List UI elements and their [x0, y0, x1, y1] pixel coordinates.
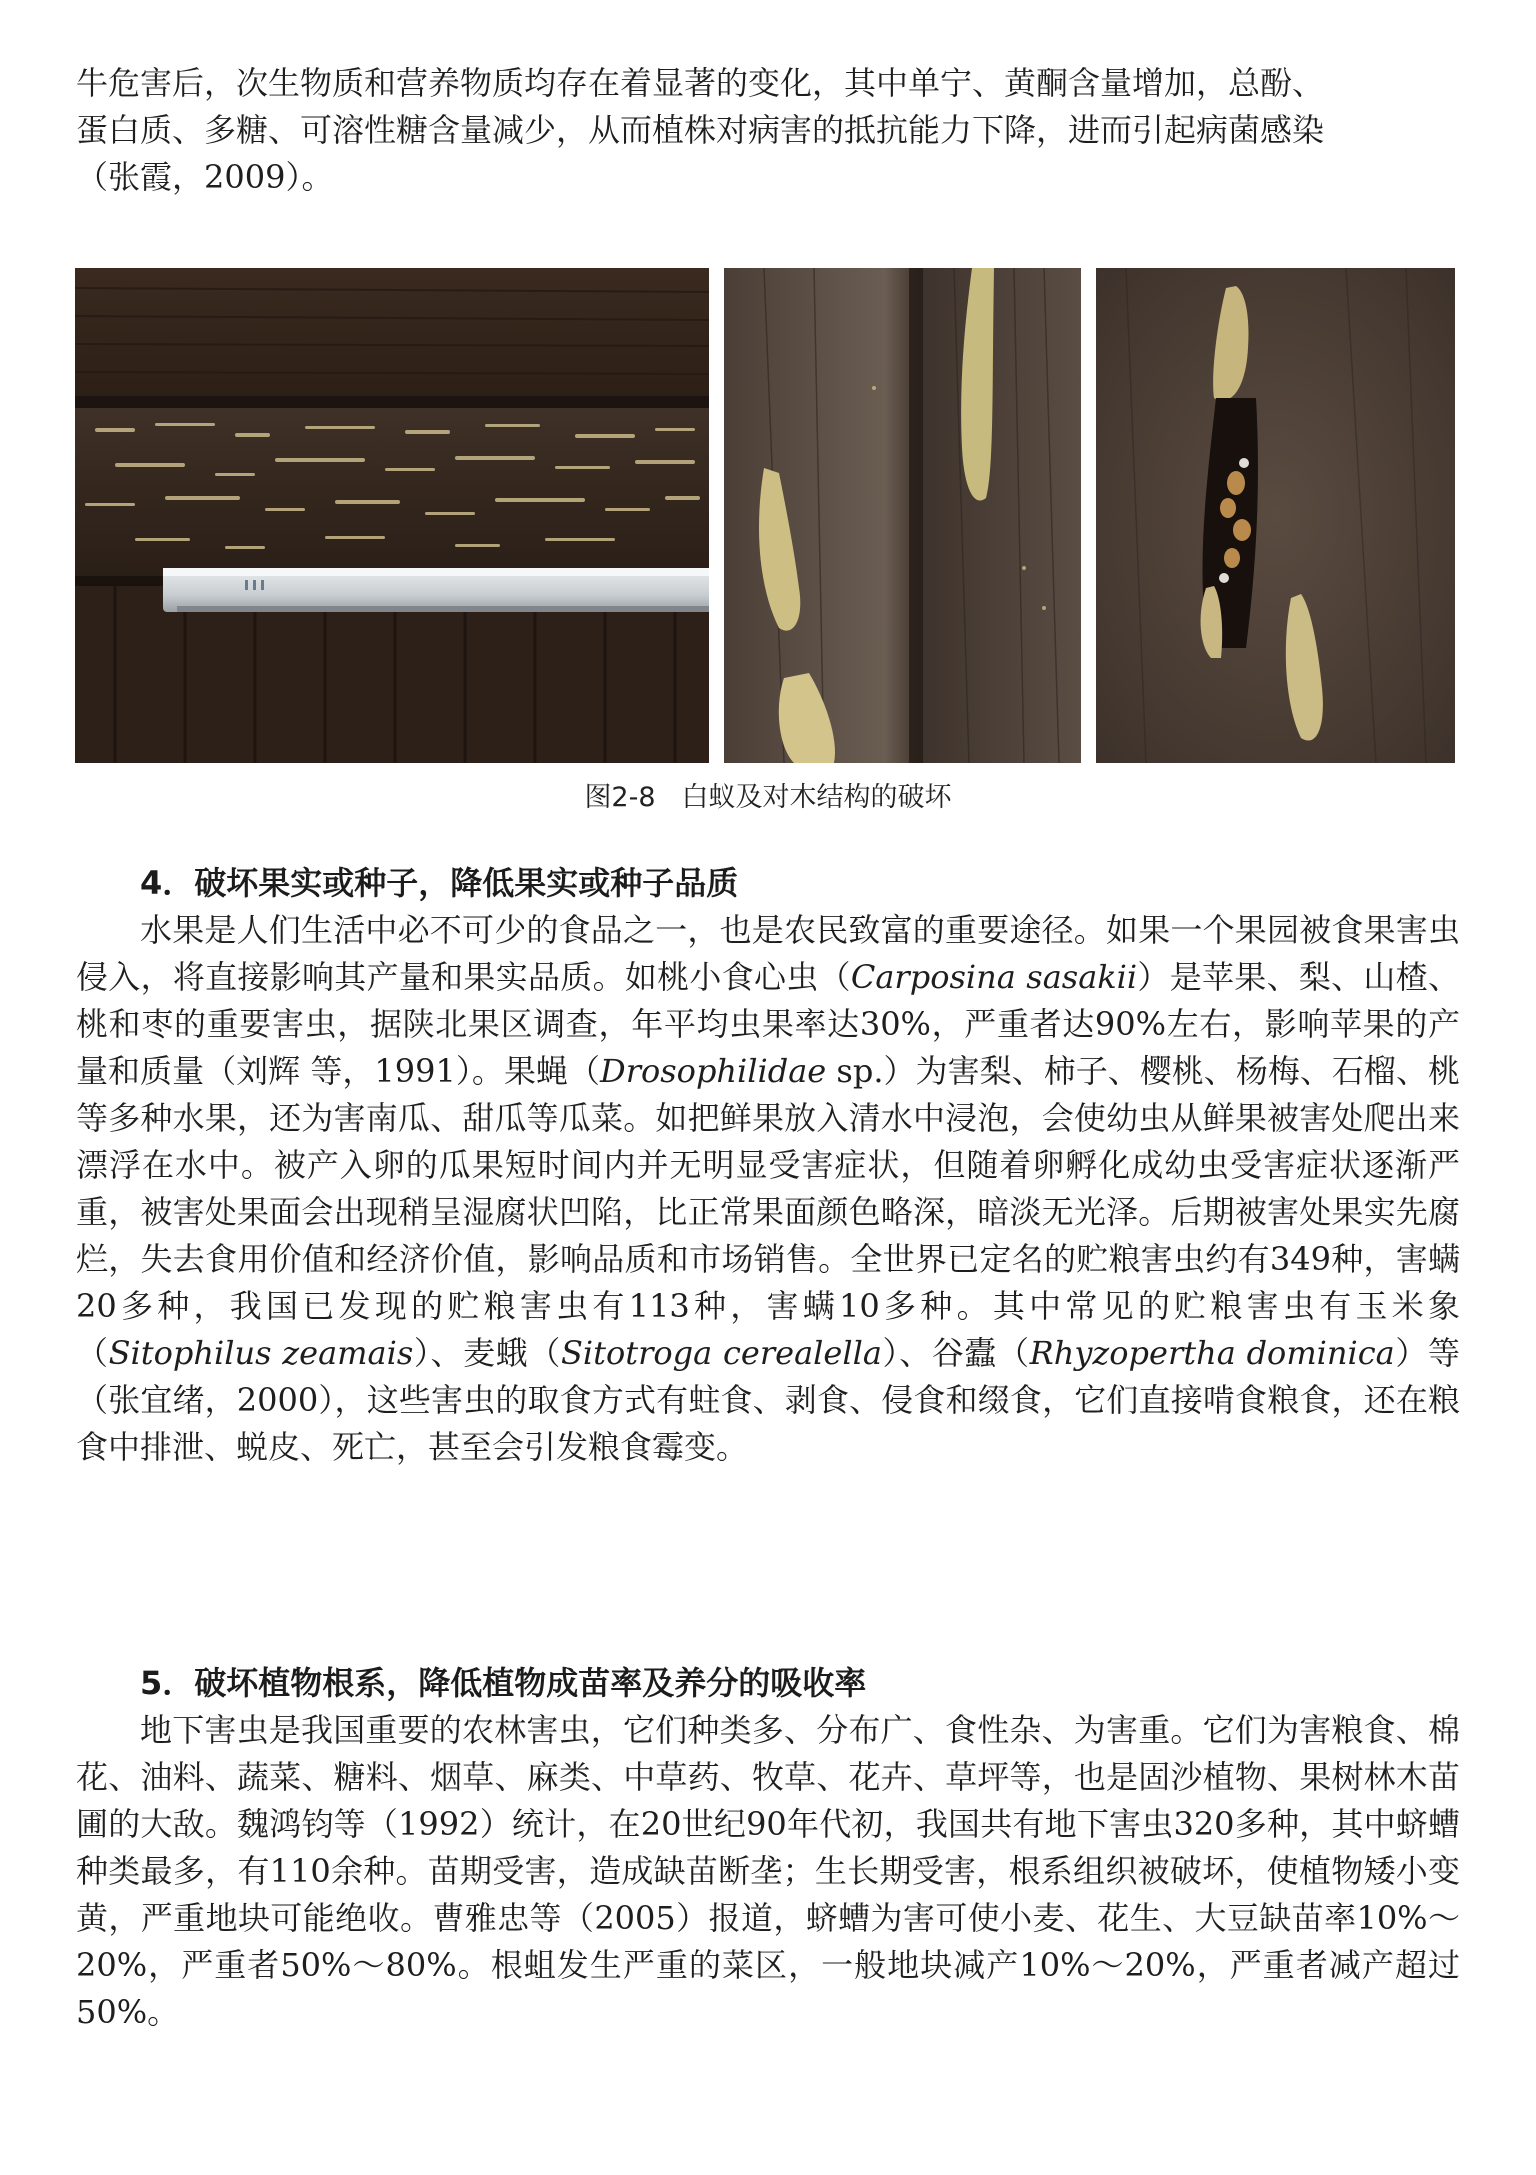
text-line: （张霞，2009）。	[76, 158, 334, 196]
section-heading-4: 4．破坏果实或种子，降低果实或种子品质	[140, 864, 739, 902]
text-run: ）、谷蠹（	[881, 1334, 1030, 1372]
termite-mud-tubes-photo	[724, 268, 1081, 763]
text-run: ）、麦蛾（	[413, 1334, 561, 1372]
species-name: Sitotroga cerealella	[560, 1334, 882, 1372]
text-line: 蛋白质、多糖、可溶性糖含量减少，从而植株对病害的抵抗能力下降，进而引起病菌感染	[76, 111, 1325, 149]
paragraph-fruit-pests	[76, 907, 1460, 1471]
paragraph-continued	[76, 60, 1460, 201]
species-name: Rhyzopertha dominica	[1029, 1334, 1395, 1372]
paragraph-soil-pests: 地下害虫是我国重要的农林害虫，它们种类多、分布广、食性杂、为害重。它们为害粮食、棉花、油料、蔬菜、糖料、烟草、麻类、中草药、牧草、花卉、草坪等，也是固沙植物、果树林木苗圃的大敌。魏鸿钧等（1992）统计，在20世纪90年代初，我国共有地下害虫320多种，其中蛴螬种类最多，有110余种。苗期受害，造成缺苗断垄；生长期受害，根系组织被破坏，使植物矮小变黄，严重地块可能绝收。曹雅忠等（2005）报道，蛴螬为害可使小麦、花生、大豆缺苗率10%～20%，严重者50%～80%。根蛆发生严重的菜区，一般地块减产10%～20%，严重者减产超过50%。	[76, 1711, 1460, 2031]
text-run: ）等（张宜绪，2000），这些害虫的取食方式有蛀食、剥食、侵食和缀食，它们直接啃食粮食，还在粮食中排泄、蜕皮、死亡，甚至会引发粮食霉变。	[76, 1334, 1460, 1466]
figure-caption	[0, 778, 1536, 818]
figure-title: 白蚁及对木结构的破坏	[681, 782, 952, 813]
text-line: 牛危害后，次生物质和营养物质均存在着显著的变化，其中单宁、黄酮含量增加，总酚、	[76, 64, 1325, 102]
species-name: Carposina sasakii	[850, 958, 1138, 996]
termites-in-crack-photo	[1096, 268, 1455, 763]
text-run: sp.）为害梨、柿子、樱桃、杨梅、石榴、桃等多种水果，还为害南瓜、甜瓜等瓜菜。如把鲜果放入清水中浸泡，会使幼虫从鲜果被害处爬出来漂浮在水中。被产入卵的瓜果短时间内并无明显受害症状，但随着卵孵化成幼虫受害症状逐渐严重，被害处果面会出现稍呈湿腐状凹陷，比正常果面颜色略深，暗淡无光泽。后期被害处果实先腐烂，失去食用价值和经济价值，影响品质和市场销售。全世界已定名的贮粮害虫约有349种，害螨20多种，我国已发现的贮粮害虫有113种，害螨10多种。其中常见的贮粮害虫有玉米象（	[76, 1052, 1460, 1372]
figure-number: 图2-8	[584, 782, 656, 813]
termite-damaged-beam-photo	[75, 268, 709, 763]
species-name: Sitophilus zeamais	[108, 1334, 414, 1372]
text-run: 水果是人们生活中必不可少的食品之一，也是农民致富的重要途径。如果一个果园被食果害虫侵入，将直接影响其产量和果实品质。如桃小食心虫（	[76, 911, 1460, 996]
species-name: Drosophilidae	[600, 1052, 827, 1090]
text-run: ）是苹果、梨、山楂、桃和枣的重要害虫，据陕北果区调查，年平均虫果率达30%，严重者达90%左右，影响苹果的产量和质量（刘辉 等，1991）。果蝇（	[76, 958, 1460, 1090]
section-heading-5: 5．破坏植物根系，降低植物成苗率及养分的吸收率	[140, 1664, 867, 1702]
